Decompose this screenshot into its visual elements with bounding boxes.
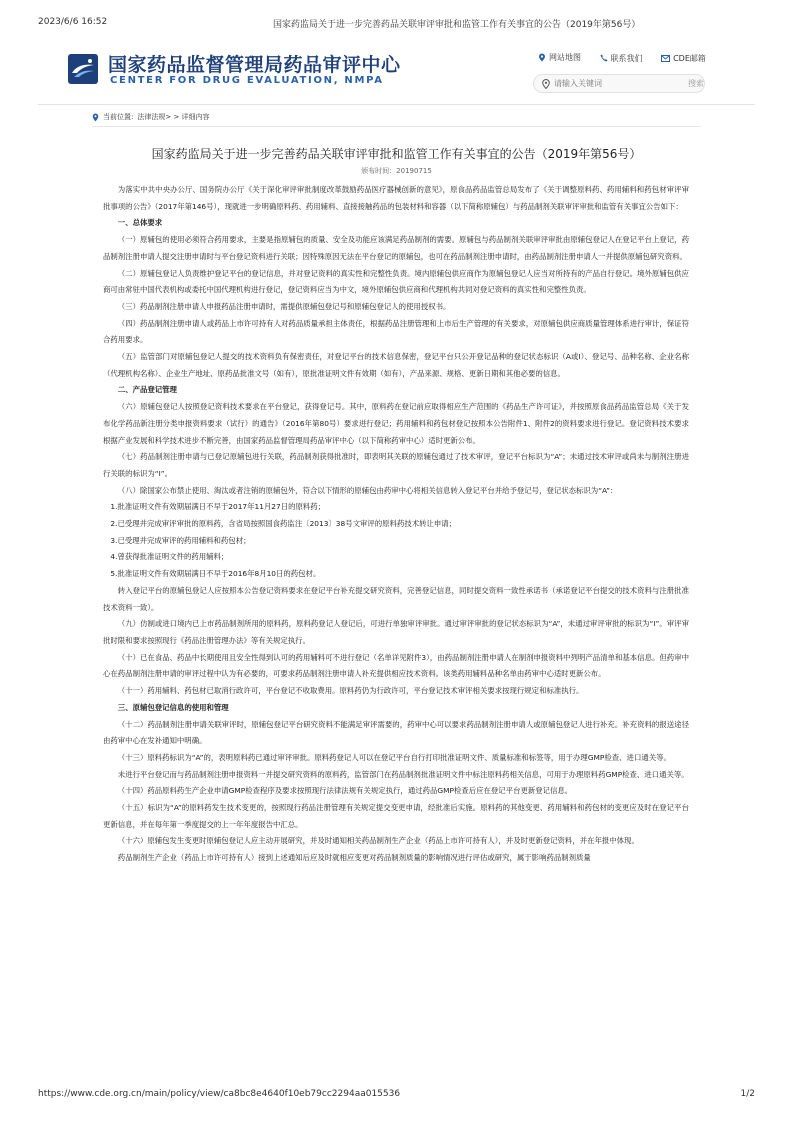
site-header: [60, 44, 740, 100]
section-heading: 三、原辅包登记信息的使用和管理: [117, 702, 229, 712]
cde-mail-label: CDE邮箱: [673, 54, 706, 63]
list-item: 1.批准证明文件有效期届满日不早于2017年11月27日的原料药；: [110, 502, 326, 512]
paragraph: （五）监管部门对原辅包登记人提交的技术资料负有保密责任，对登记平台的技术信息保密，登记平台只公开登记品种的登记状态标识（A或I）、登记号、品种名称、企业名称（代理机构名称）、企业生产地址、原药品批准文号（如有），原批准证明文件有效期（如有），产品来源、规格、更新日期和其他必要的信息。: [103, 352, 689, 378]
print-datetime: 2023/6/6 16:52: [38, 17, 108, 27]
paragraph: （八）除国家公布禁止使用、淘汰或者注销的原辅包外，符合以下情形的原辅包由药审中心将相关信息转入登记平台并给予登记号，登记状态标识为“A”：: [117, 485, 618, 495]
paragraph: （十一）药用辅料、药包材已取消行政许可，平台登记不收取费用。原料药仍为行政许可，平台登记技术审评相关要求按现行规定和标准执行。: [117, 686, 584, 696]
site-name-cn: 国家药品监督管理局药品审评中心: [108, 54, 401, 76]
header-links: [538, 52, 722, 64]
article-date: 颁布时间：20190715: [361, 167, 432, 175]
paragraph: （一）原辅包的使用必须符合药用要求，主要是指原辅包的质量、安全及功能应该满足药品制剂的需要。原辅包与药品制剂关联审评审批由原辅包登记人在登记平台上登记，药品制剂注册申请人提交注册申请时与平台登记资料进行关联；因特殊原因无法在平台登记的原辅包，也可在药品制剂注册申请时，由药品制剂注册申请人一并提供原辅包研究资料。: [103, 235, 689, 261]
article-title: 国家药监局关于进一步完善药品关联审评审批和监管工作有关事宜的公告（2019年第56号）: [151, 147, 642, 161]
cde-logo[interactable]: [68, 54, 98, 84]
paragraph: （十二）药品制剂注册申请关联审评时，原辅包登记平台研究资料不能满足审评需要的，药审中心可以要求药品制剂注册申请人或原辅包登记人进行补充。补充资料的报送途径由药审中心在发补通知中明确。: [103, 719, 689, 746]
print-footer: [38, 1089, 755, 1103]
paragraph: （二）原辅包登记人负责维护登记平台的登记信息，并对登记资料的真实性和完整性负责。境内原辅包供应商作为原辅包登记人应当对所持有的产品自行登记。境外原辅包供应商可由常驻中国代表机构或委托中国代理机构进行登记，登记资料应当为中文，境外原辅包供应商和代理机构共同对登记资料的真实性和完整性负责。: [103, 268, 689, 295]
article-body: [103, 182, 689, 867]
paragraph: 药品制剂生产企业（药品上市许可持有人）接到上述通知后应及时就相应变更对药品制剂质量的影响情况进行评估或研究，属于影响药品制剂质量: [117, 853, 591, 863]
print-page-title: 国家药监局关于进一步完善药品关联审评审批和监管工作有关事宜的公告（2019年第56号）: [273, 20, 641, 30]
paragraph: （六）原辅包登记人按照登记资料技术要求在平台登记，获得登记号。其中，原料药在登记前应取得相应生产范围的《药品生产许可证》，并按照原食品药品监管总局《关于发布化学药品新注册分类申报资料要求（试行）的通告》（2016年第80号）要求进行登记；药用辅料和药包材登记按照本公告附件1、附件2的资料要求进行登记。登记资料技术要求根据产业发展和科学技术进步不断完善，由国家药品监督管理局药品审评中心（以下简称药审中心）适时更新公布。: [103, 402, 689, 445]
section-heading: 二、产品登记管理: [117, 385, 177, 395]
search-button[interactable]: 搜索: [688, 79, 704, 88]
location-pin-icon: [92, 113, 99, 122]
paragraph: （九）仿制或进口境内已上市药品制剂所用的原料药，原料药登记人登记后，可进行单独审评审批。通过审评审批的登记状态标识为“A”，未通过审评审批的标识为“I”。审评审批时限和要求按照现行《药品注册管理办法》等有关规定执行。: [103, 619, 689, 645]
section-heading: 一、总体要求: [117, 218, 163, 228]
list-item: 5.批准证明文件有效期届满日不早于2016年8月10日的药包材。: [110, 569, 321, 579]
print-page-number: 1/2: [740, 1089, 755, 1099]
site-name-en: CENTER FOR DRUG EVALUATION, NMPA: [110, 75, 384, 86]
print-url: https://www.cde.org.cn/main/policy/view/ca8bc8e4640f10eb79cc2294aa015536: [38, 1089, 401, 1099]
sitemap-link[interactable]: [538, 52, 581, 63]
list-item: 3.已受理并完成审评的药用辅料和药包材；: [110, 535, 251, 545]
print-header: [38, 17, 755, 31]
breadcrumb-divider: [92, 126, 701, 127]
phone-icon: [600, 54, 608, 62]
paragraph: （三）药品制剂注册申请人申报药品注册申请时，需提供原辅包登记号和原辅包登记人的使用授权书。: [117, 301, 451, 311]
mail-icon: [661, 55, 670, 62]
cde-mail-link[interactable]: [661, 53, 706, 64]
list-item: 4.曾获得批准证明文件的药用辅料；: [110, 552, 229, 562]
list-item: 2.已受理并完成审评审批的原料药，含省局按照国食药监注〔2013〕38号文审评的原料药技术转让申请；: [110, 519, 457, 529]
paragraph: （十五）标识为“A”的原料药发生技术变更的，按照现行药品注册管理有关规定提交变更申请，经批准后实施。原料药的其他变更、药用辅料和药包材的变更应及时在登记平台更新信息，并在每年第一季度提交的上一年年度报告中汇总。: [103, 803, 689, 829]
paragraph: （十四）药品原料药生产企业申请GMP检查程序及要求按照现行法律法规有关规定执行，通过药品GMP检查后应在登记平台更新登记信息。: [117, 786, 573, 796]
contact-link[interactable]: [600, 53, 643, 64]
sitemap-label: 网站地图: [549, 53, 581, 62]
search-input[interactable]: [554, 79, 654, 88]
location-pin-icon: [538, 53, 546, 62]
paragraph: （四）药品制剂注册申请人或药品上市许可持有人对药品质量承担主体责任，根据药品注册管理和上市后生产管理的有关要求，对原辅包供应商质量管理体系进行审计，保证符合药用要求。: [103, 318, 689, 345]
header-divider: [38, 104, 755, 105]
breadcrumb-path[interactable]: 法律法规> > 详细内容: [137, 113, 210, 121]
breadcrumb: [92, 112, 210, 122]
paragraph: （七）药品制剂注册申请与已登记原辅包进行关联，药品制剂获得批准时，即表明其关联的原辅包通过了技术审评，登记平台标识为“A”；未通过技术审评或尚未与制剂注册进行关联的标识为“I”。: [103, 452, 689, 478]
contact-label: 联系我们: [610, 53, 643, 63]
paragraph: 未进行平台登记而与药品制剂注册申报资料一并提交研究资料的原料药，监管部门在药品制剂批准证明文件中标注原料药相关信息，可用于办理原料药GMP检查、进口通关等。: [117, 769, 689, 779]
paragraph: （十六）原辅包发生变更时原辅包登记人应主动开展研究，并及时通知相关药品制剂生产企业（药品上市许可持有人），并及时更新登记资料，并在年报中体现。: [117, 836, 639, 846]
search-box: [533, 74, 705, 93]
paragraph: （十）已在食品、药品中长期使用且安全性得到认可的药用辅料可不进行登记（名单详见附件3），由药品制剂注册申请人在制剂申报资料中列明产品清单和基本信息。但药审中心在药品制剂注册申请的审评过程中认为有必要的，可要求药品制剂注册申请人补充提供相应技术资料。该类药用辅料品种名单由药审中心适时更新公布。: [103, 652, 689, 679]
paragraph: （十三）原料药标识为“A”的，表明原料药已通过审评审批。原料药登记人可以在登记平台自行打印批准证明文件、质量标准和标签等，用于办理GMP检查、进口通关等。: [117, 752, 671, 762]
paragraph: 转入登记平台的原辅包登记人应按照本公告登记资料要求在登记平台补充提交研究资料，完善登记信息，同时提交资料一致性承诺书（承诺登记平台提交的技术资料与注册批准技术资料一致）。: [103, 585, 689, 612]
paragraph: 为落实中共中央办公厅、国务院办公厅《关于深化审评审批制度改革鼓励药品医疗器械创新的意见》，原食品药品监管总局发布了《关于调整原料药、药用辅料和药包材审评审批事项的公告》（2017年第146号），现就进一步明确原料药、药用辅料、直接接触药品的包装材料和容器（以下简称原辅包）与药品制剂关联审评审批和监管有关事宜公告如下：: [103, 185, 689, 211]
location-icon: [542, 79, 550, 89]
breadcrumb-label: 当前位置:: [103, 113, 134, 121]
